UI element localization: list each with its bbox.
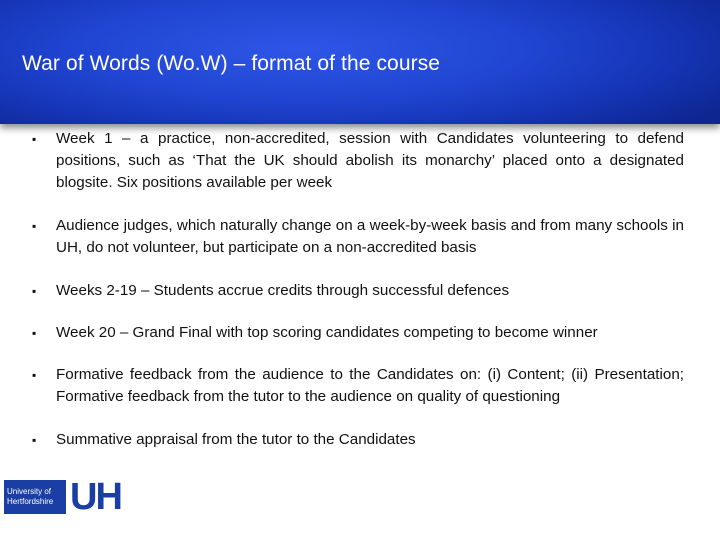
bullet-list [32, 128, 684, 451]
logo-line-2: Hertfordshire [7, 497, 54, 506]
university-logo [4, 476, 132, 518]
bullet-text: Week 1 – a practice, non-accredited, session with Candidates volunteering to defend positions, such as ‘That the UK should abolish its monarchy’ placed onto a designated blogsite. Six positions available per week [56, 130, 684, 191]
square-bullet-icon: ▪ [32, 368, 37, 382]
bullet-item [32, 128, 684, 194]
square-bullet-icon: ▪ [32, 433, 37, 447]
logo-box [4, 480, 66, 514]
slide-title: War of Words (Wo.W) – format of the course [22, 52, 441, 75]
square-bullet-icon: ▪ [32, 284, 37, 298]
title-bar [0, 0, 720, 124]
square-bullet-icon: ▪ [32, 219, 37, 233]
square-bullet-icon: ▪ [32, 132, 37, 146]
logo-mark: UH [70, 476, 121, 518]
bullet-text: Summative appraisal from the tutor to the Candidates [56, 431, 416, 448]
bullet-item [32, 322, 684, 344]
bullet-text: Audience judges, which naturally change on a week-by-week basis and from many schools in UH, do not volunteer, but participate on a non-accredited basis [56, 217, 684, 256]
bullet-item [32, 280, 684, 302]
bullet-item [32, 364, 684, 408]
bullet-text: Weeks 2-19 – Students accrue credits through successful defences [56, 282, 510, 299]
bullet-text: Week 20 – Grand Final with top scoring candidates competing to become winner [56, 324, 598, 341]
logo-line-1: University of [7, 487, 52, 496]
bullet-text: Formative feedback from the audience to the Candidates on: (i) Content; (ii) Presentation; Formative feedback from the tutor to the audience on quality of questioning [56, 366, 684, 405]
bullet-item [32, 215, 684, 259]
bullet-item [32, 429, 684, 451]
square-bullet-icon: ▪ [32, 326, 37, 340]
